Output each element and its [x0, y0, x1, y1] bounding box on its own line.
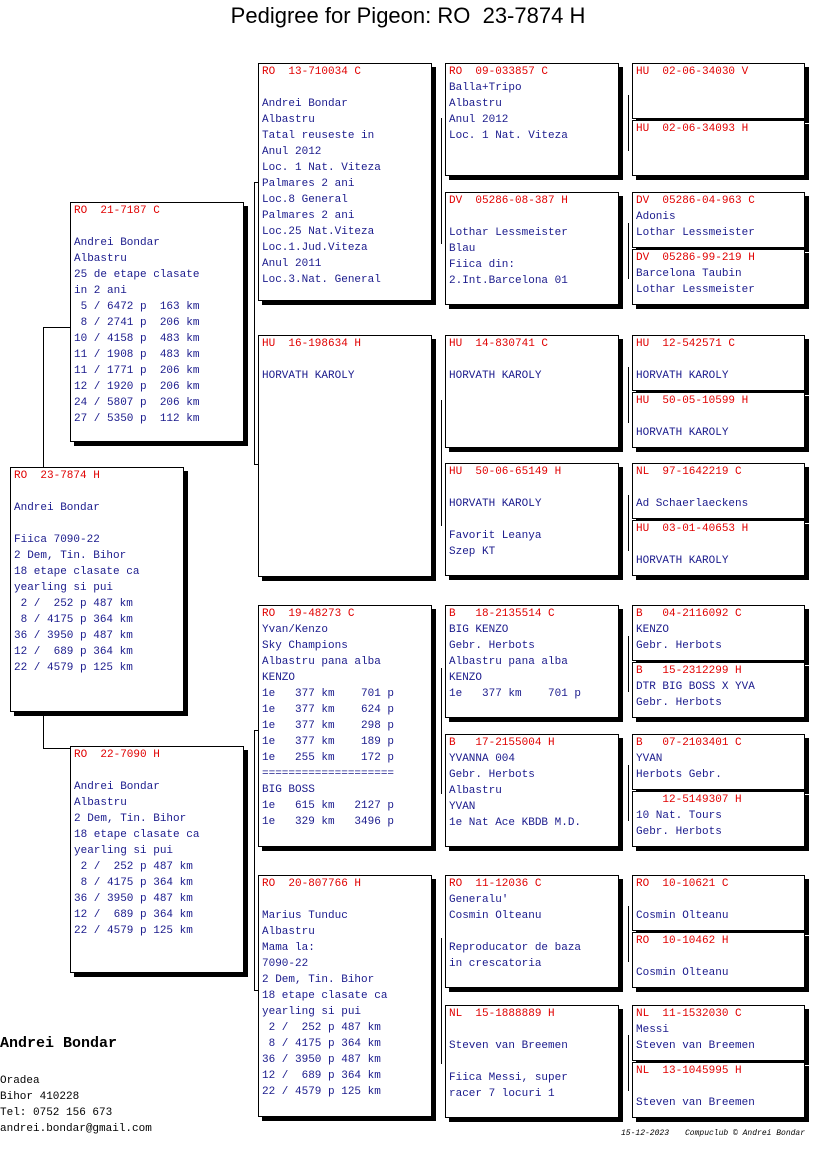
pigeon-info-line: Blau — [449, 243, 476, 255]
ring-number: HU 03-01-40653 H — [636, 523, 749, 535]
pigeon-info-line: yearling si pui — [14, 582, 114, 594]
pigeon-info-line: KENZO — [449, 672, 483, 684]
pedigree-box-gen4[interactable] — [632, 520, 805, 576]
ring-number: RO 19-48273 C — [262, 608, 355, 620]
pedigree-box-gen4[interactable] — [632, 463, 805, 519]
pigeon-info-line: 36 / 3950 p 487 km — [14, 630, 133, 642]
ring-number: B 17-2155004 H — [449, 737, 555, 749]
page-title: Pedigree for Pigeon: RO 23-7874 H — [230, 3, 586, 28]
pedigree-box-dam[interactable] — [70, 746, 244, 973]
ring-number: DV 05286-04-963 C — [636, 195, 755, 207]
pedigree-box-sire[interactable] — [70, 202, 244, 442]
pigeon-info-line: 8 / 4175 p 364 km — [14, 614, 133, 626]
ring-number: NL 15-1888889 H — [449, 1008, 555, 1020]
connector — [441, 938, 442, 1064]
pigeon-info-line: Lothar Lessmeister — [449, 227, 568, 239]
pigeon-info-line: 36 / 3950 p 487 km — [74, 893, 193, 905]
pigeon-info-line — [633, 1079, 804, 1095]
pedigree-box-gen4[interactable] — [632, 1062, 805, 1118]
pigeon-info-line: Albastru — [74, 253, 127, 265]
ring-number: RO 09-033857 C — [449, 66, 549, 78]
ring-number: B 04-2116092 C — [636, 608, 742, 620]
ring-number: DV 05286-08-387 H — [449, 195, 568, 207]
connector — [628, 906, 629, 962]
pedigree-box-gen4[interactable] — [632, 791, 805, 847]
ring-number: RO 11-12036 C — [449, 878, 542, 890]
pigeon-info-line — [259, 352, 431, 368]
pigeon-info-line: Generalu' — [449, 894, 509, 906]
connector — [43, 327, 70, 328]
pigeon-info-line: Tatal reuseste in — [262, 130, 375, 142]
pigeon-info-line — [11, 516, 183, 532]
pigeon-info-line: in crescatoria — [449, 958, 542, 970]
pigeon-info-line: Lothar Lessmeister — [636, 284, 755, 296]
pigeon-info-line: Cosmin Olteanu — [636, 967, 729, 979]
ring-number: B 18-2135514 C — [449, 608, 555, 620]
pigeon-info-line: 8 / 4175 p 364 km — [74, 877, 193, 889]
connector — [43, 712, 44, 748]
pigeon-info-line: in 2 ani — [74, 285, 127, 297]
pigeon-info-line: YVANNA 004 — [449, 753, 516, 765]
pigeon-info-line: Gebr. Herbots — [636, 640, 722, 652]
pigeon-info-line: 18 etape clasate ca — [74, 829, 200, 841]
connector — [628, 1035, 629, 1091]
ring-number: 12-5149307 H — [636, 794, 742, 806]
pigeon-info-line: 2 / 252 p 487 km — [262, 1022, 381, 1034]
pigeon-info-line: 18 etape clasate ca — [262, 990, 388, 1002]
pigeon-info-line: 8 / 2741 p 206 km — [74, 317, 200, 329]
pedigree-box-dam-dam-sire[interactable] — [445, 875, 619, 988]
pigeon-info-line: Albastru pana alba — [262, 656, 381, 668]
pigeon-info-line: 8 / 4175 p 364 km — [262, 1038, 381, 1050]
pedigree-box-sire-sire-sire[interactable] — [445, 63, 619, 176]
pigeon-info-line: 22 / 4579 p 125 km — [14, 662, 133, 674]
ring-number: HU 14-830741 C — [449, 338, 549, 350]
pigeon-info-line — [633, 480, 804, 496]
pigeon-info-line: KENZO — [636, 624, 670, 636]
pigeon-info-line: Albastru — [449, 785, 502, 797]
pedigree-box-sire-dam-dam[interactable] — [445, 463, 619, 576]
pigeon-info-line: Loc.1.Jud.Viteza — [262, 242, 368, 254]
pigeon-info-line: HORVATH KAROLY — [449, 498, 542, 510]
pigeon-info-line: Yvan/Kenzo — [262, 624, 329, 636]
pedigree-box-dam-sire-sire[interactable] — [445, 605, 619, 718]
pedigree-box-sire-sire-dam[interactable] — [445, 192, 619, 305]
ring-number: RO 23-7874 H — [14, 470, 100, 482]
ring-number: HU 02-06-34030 V — [636, 66, 749, 78]
pigeon-info-line: 2.Int.Barcelona 01 — [449, 275, 568, 287]
pigeon-info-line: Steven van Breemen — [449, 1040, 568, 1052]
pigeon-info-line: racer 7 locuri 1 — [449, 1088, 555, 1100]
ring-number: HU 12-542571 C — [636, 338, 736, 350]
connector — [628, 765, 629, 821]
pigeon-info-line: Anul 2012 — [449, 114, 509, 126]
pigeon-info-line: Albastru pana alba — [449, 656, 568, 668]
pigeon-info-line: 27 / 5350 p 112 km — [74, 413, 200, 425]
pigeon-info-line: Andrei Bondar — [14, 502, 100, 514]
pigeon-info-line: 36 / 3950 p 487 km — [262, 1054, 381, 1066]
connector — [254, 730, 255, 990]
pedigree-box-dam-sire-dam[interactable] — [445, 734, 619, 847]
pedigree-box-gen4[interactable] — [632, 662, 805, 718]
pigeon-info-line: Fiica 7090-22 — [14, 534, 100, 546]
pigeon-info-line: 12 / 689 p 364 km — [14, 646, 133, 658]
owner-name: Andrei Bondar — [0, 1035, 118, 1052]
connector — [441, 118, 442, 244]
connector — [43, 327, 44, 467]
ring-number: RO 13-710034 C — [262, 66, 362, 78]
pigeon-info-line: Loc. 1 Nat. Viteza — [262, 162, 381, 174]
pedigree-box-gen4[interactable] — [632, 249, 805, 305]
pedigree-box-sire-dam-sire[interactable] — [445, 335, 619, 448]
pigeon-info-line: Albastru — [262, 114, 315, 126]
pigeon-info-line: Favorit Leanya — [449, 530, 542, 542]
pigeon-info-line: Fiica din: — [449, 259, 516, 271]
pigeon-info-line: HORVATH KAROLY — [636, 427, 729, 439]
pigeon-info-line: Loc.8 General — [262, 194, 348, 206]
owner-city: Oradea — [0, 1075, 40, 1087]
ring-number: B 15-2312299 H — [636, 665, 742, 677]
pedigree-box-dam-dam-dam[interactable] — [445, 1005, 619, 1118]
pigeon-info-line: 1e Nat Ace KBDB M.D. — [449, 817, 582, 829]
pigeon-info-line: 2 Dem, Tin. Bihor — [262, 974, 375, 986]
pigeon-info-line: 2 Dem, Tin. Bihor — [14, 550, 127, 562]
pigeon-info-line: HORVATH KAROLY — [449, 370, 542, 382]
pigeon-info-line: Herbots Gebr. — [636, 769, 722, 781]
ring-number: HU 50-06-65149 H — [449, 466, 562, 478]
pigeon-info-line: Cosmin Olteanu — [636, 910, 729, 922]
pigeon-info-line: 11 / 1771 p 206 km — [74, 365, 200, 377]
pigeon-info-line — [259, 892, 431, 908]
footer-credit: Compuclub © Andrei Bondar — [685, 1129, 806, 1138]
owner-address: Bihor 410228 — [0, 1091, 80, 1103]
pigeon-info-line: 1e 377 km 189 p — [262, 736, 395, 748]
connector — [628, 95, 629, 151]
pedigree-box-gen4[interactable] — [632, 120, 805, 176]
pigeon-info-line: Balla+Tripo — [449, 82, 522, 94]
pigeon-info-line: 12 / 1920 p 206 km — [74, 381, 200, 393]
pigeon-info-line: Gebr. Herbots — [636, 826, 722, 838]
pigeon-info-line: DTR BIG BOSS X YVA — [636, 681, 755, 693]
pigeon-info-line — [446, 1054, 618, 1070]
pigeon-info-line: 25 de etape clasate — [74, 269, 200, 281]
ring-number: DV 05286-99-219 H — [636, 252, 755, 264]
connector — [628, 223, 629, 279]
pigeon-info-line: 1e 377 km 701 p — [262, 688, 395, 700]
pigeon-info-line — [71, 219, 243, 235]
pedigree-box-dam-dam[interactable] — [258, 875, 432, 1117]
pigeon-info-line: 1e 329 km 3496 p — [262, 816, 395, 828]
connector — [441, 668, 442, 794]
pigeon-info-line — [446, 352, 618, 368]
pigeon-info-line: 1e 615 km 2127 p — [262, 800, 395, 812]
ring-number: RO 20-807766 H — [262, 878, 362, 890]
pigeon-info-line: Ad Schaerlaeckens — [636, 498, 749, 510]
pigeon-info-line: yearling si pui — [262, 1006, 362, 1018]
pigeon-info-line: Albastru — [262, 926, 315, 938]
pigeon-info-line: Szep KT — [449, 546, 496, 558]
pigeon-info-line: yearling si pui — [74, 845, 174, 857]
pigeon-info-line: Adonis — [636, 211, 676, 223]
pedigree-box-gen4[interactable] — [632, 932, 805, 988]
connector — [628, 367, 629, 423]
pigeon-info-line: Albastru — [74, 797, 127, 809]
connector — [628, 495, 629, 551]
pigeon-info-line: Gebr. Herbots — [636, 697, 722, 709]
ring-number: HU 16-198634 H — [262, 338, 362, 350]
pigeon-info-line: Albastru — [449, 98, 502, 110]
pigeon-info-line: Fiica Messi, super — [449, 1072, 568, 1084]
pigeon-info-line: Cosmin Olteanu — [449, 910, 542, 922]
pigeon-info-line: HORVATH KAROLY — [636, 555, 729, 567]
pigeon-info-line: 2 / 252 p 487 km — [14, 598, 133, 610]
pedigree-box-subject[interactable] — [10, 467, 184, 712]
pigeon-info-line: Andrei Bondar — [262, 98, 348, 110]
pigeon-info-line: HORVATH KAROLY — [636, 370, 729, 382]
ring-number: RO 22-7090 H — [74, 749, 160, 761]
pigeon-info-line: 7090-22 — [262, 958, 309, 970]
ring-number: RO 21-7187 C — [74, 205, 160, 217]
pigeon-info-line: 12 / 689 p 364 km — [74, 909, 193, 921]
pigeon-info-line: Loc.25 Nat.Viteza — [262, 226, 375, 238]
pigeon-info-line: Palmares 2 ani — [262, 178, 355, 190]
pigeon-info-line: Barcelona Taubin — [636, 268, 742, 280]
pigeon-info-line: 10 / 4158 p 483 km — [74, 333, 200, 345]
pigeon-info-line: 18 etape clasate ca — [14, 566, 140, 578]
pigeon-info-line: HORVATH KAROLY — [262, 370, 355, 382]
pigeon-info-line: Steven van Breemen — [636, 1097, 755, 1109]
pigeon-info-line — [11, 484, 183, 500]
ring-number: NL 97-1642219 C — [636, 466, 742, 478]
pigeon-info-line — [71, 763, 243, 779]
pigeon-info-line: KENZO — [262, 672, 296, 684]
pigeon-info-line: YVAN — [449, 801, 476, 813]
pigeon-info-line: 24 / 5807 p 206 km — [74, 397, 200, 409]
pigeon-info-line — [259, 80, 431, 96]
pigeon-info-line — [633, 352, 804, 368]
ring-number: B 07-2103401 C — [636, 737, 742, 749]
pigeon-info-line: 5 / 6472 p 163 km — [74, 301, 200, 313]
ring-number: NL 11-1532030 C — [636, 1008, 742, 1020]
pigeon-info-line: 11 / 1908 p 483 km — [74, 349, 200, 361]
connector — [43, 748, 70, 749]
owner-email[interactable]: andrei.bondar@gmail.com — [0, 1123, 152, 1135]
connector — [441, 400, 442, 526]
footer-date: 15-12-2023 — [621, 1129, 670, 1138]
pedigree-box-sire-dam[interactable] — [258, 335, 432, 577]
pigeon-info-line: 1e 377 km 298 p — [262, 720, 395, 732]
pigeon-info-line: Anul 2012 — [262, 146, 322, 158]
pedigree-box-sire-sire[interactable] — [258, 63, 432, 301]
pedigree-box-gen4[interactable] — [632, 1005, 805, 1061]
pigeon-info-line: Andrei Bondar — [74, 781, 160, 793]
pigeon-info-line: 22 / 4579 p 125 km — [262, 1086, 381, 1098]
pedigree-box-gen4[interactable] — [632, 605, 805, 661]
pigeon-info-line: Steven van Breemen — [636, 1040, 755, 1052]
pigeon-info-line: Loc. 1 Nat. Viteza — [449, 130, 568, 142]
pigeon-info-line: 1e 377 km 701 p — [449, 688, 582, 700]
pigeon-info-line: Loc.3.Nat. General — [262, 274, 381, 286]
ring-number: RO 10-10621 C — [636, 878, 729, 890]
pigeon-info-line — [633, 537, 804, 553]
pedigree-box-gen4[interactable] — [632, 392, 805, 448]
pigeon-info-line: Marius Tunduc — [262, 910, 348, 922]
connector — [254, 182, 255, 464]
pigeon-info-line: Reproducator de baza — [449, 942, 582, 954]
pedigree-box-gen4[interactable] — [632, 63, 805, 119]
pigeon-info-line — [633, 892, 804, 908]
pigeon-info-line: YVAN — [636, 753, 663, 765]
ring-number: HU 02-06-34093 H — [636, 123, 749, 135]
ring-number: NL 13-1045995 H — [636, 1065, 742, 1077]
ring-number: HU 50-05-10599 H — [636, 395, 749, 407]
pedigree-box-dam-sire[interactable] — [258, 605, 432, 847]
pigeon-info-line: Gebr. Herbots — [449, 640, 535, 652]
pigeon-info-line — [446, 480, 618, 496]
pigeon-info-line: BIG KENZO — [449, 624, 509, 636]
pigeon-info-line — [633, 949, 804, 965]
pigeon-info-line — [446, 209, 618, 225]
ring-number: RO 10-10462 H — [636, 935, 729, 947]
pigeon-info-line: 2 Dem, Tin. Bihor — [74, 813, 187, 825]
pigeon-info-line: BIG BOSS — [262, 784, 315, 796]
pedigree-box-gen4[interactable] — [632, 875, 805, 931]
pigeon-info-line: 1e 255 km 172 p — [262, 752, 395, 764]
connector — [628, 636, 629, 692]
pigeon-info-line: Andrei Bondar — [74, 237, 160, 249]
pigeon-info-line: ==================== — [262, 768, 395, 780]
pigeon-info-line: 22 / 4579 p 125 km — [74, 925, 193, 937]
pigeon-info-line: Messi — [636, 1024, 670, 1036]
owner-phone: Tel: 0752 156 673 — [0, 1107, 113, 1119]
pigeon-info-line — [446, 924, 618, 940]
pedigree-box-gen4[interactable] — [632, 335, 805, 391]
pigeon-info-line: Palmares 2 ani — [262, 210, 355, 222]
pigeon-info-line: Sky Champions — [262, 640, 348, 652]
pigeon-info-line — [633, 409, 804, 425]
pigeon-info-line: 1e 377 km 624 p — [262, 704, 395, 716]
pigeon-info-line — [446, 512, 618, 528]
pigeon-info-line: 10 Nat. Tours — [636, 810, 722, 822]
pigeon-info-line — [446, 1022, 618, 1038]
pigeon-info-line: Gebr. Herbots — [449, 769, 535, 781]
pigeon-info-line: Lothar Lessmeister — [636, 227, 755, 239]
pigeon-info-line: 2 / 252 p 487 km — [74, 861, 193, 873]
pedigree-box-gen4[interactable] — [632, 192, 805, 248]
pigeon-info-line: Anul 2011 — [262, 258, 322, 270]
pigeon-info-line: 12 / 689 p 364 km — [262, 1070, 381, 1082]
pedigree-box-gen4[interactable] — [632, 734, 805, 790]
pigeon-info-line: Mama la: — [262, 942, 315, 954]
